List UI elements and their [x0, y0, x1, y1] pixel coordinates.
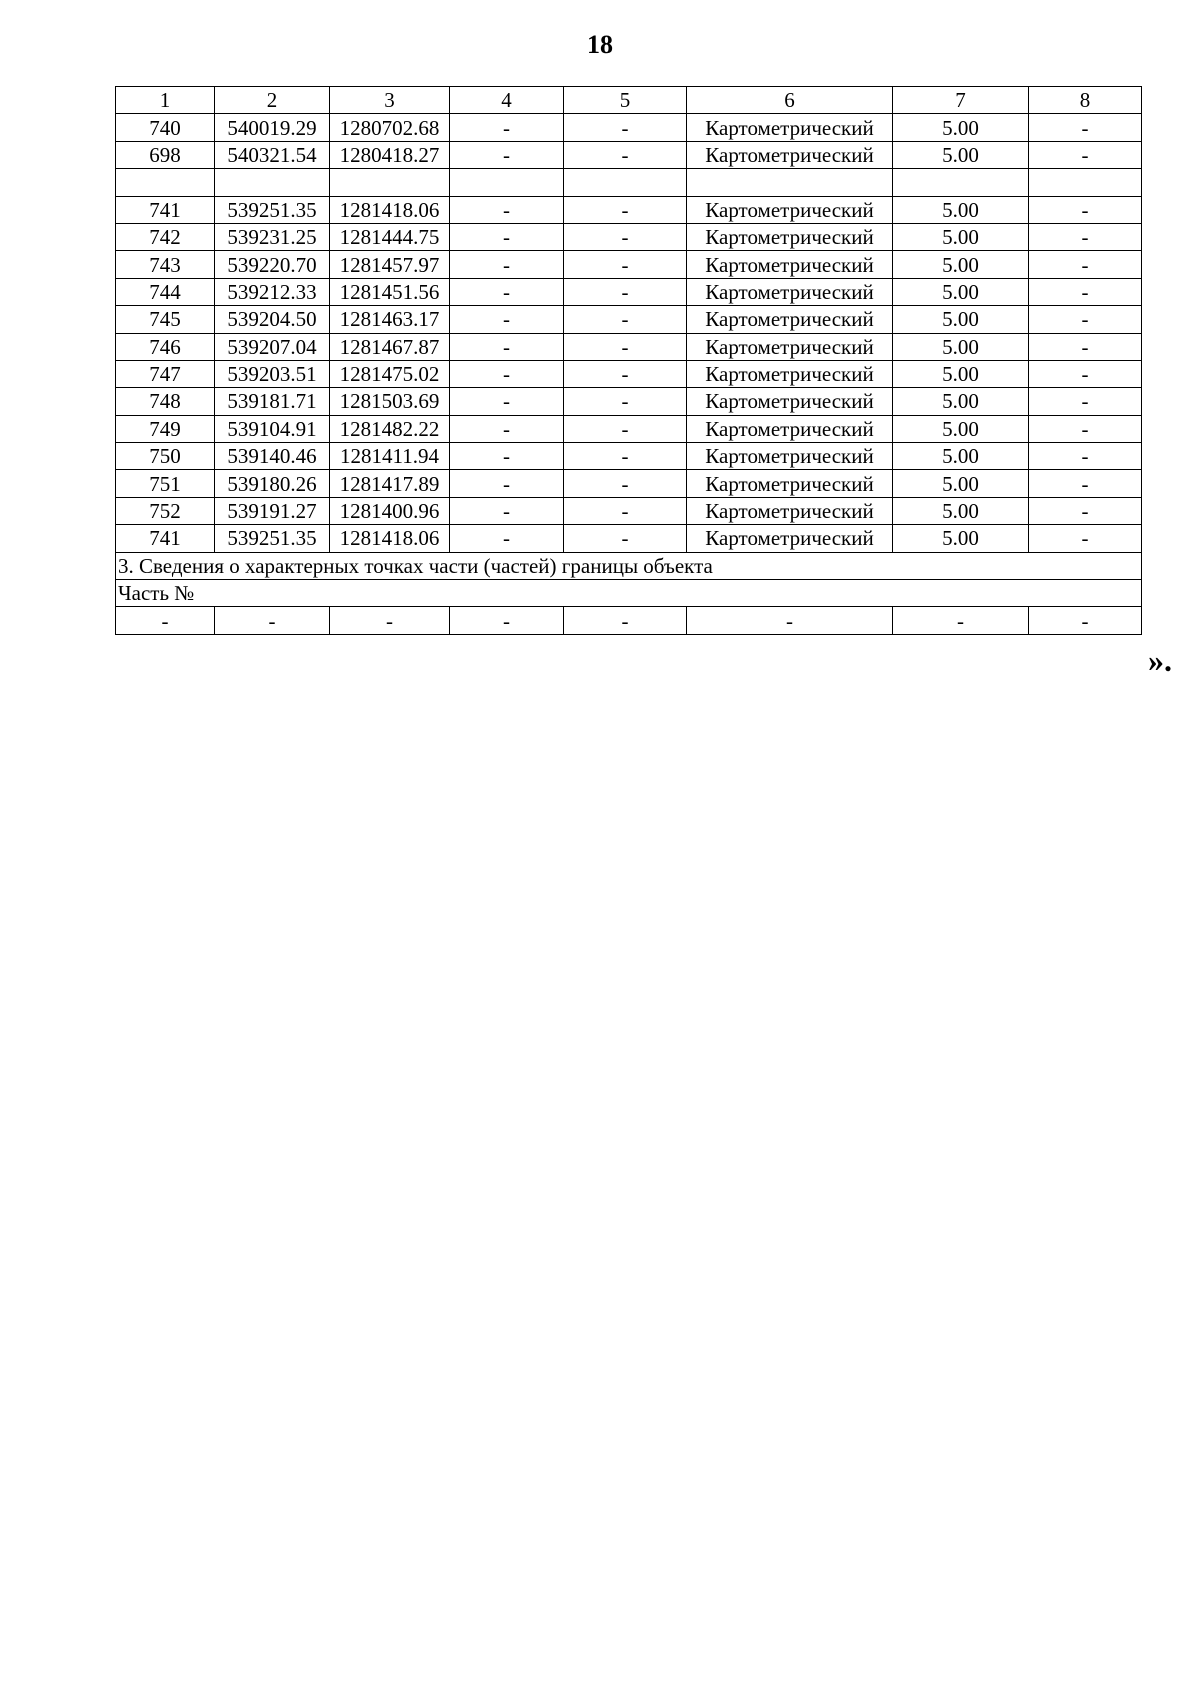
table-cell: 1281417.89 — [330, 470, 450, 497]
table-cell: 5.00 — [893, 278, 1029, 305]
table-cell: - — [1029, 470, 1142, 497]
table-cell: 1281451.56 — [330, 278, 450, 305]
table-cell — [687, 169, 893, 196]
table-cell: 1280418.27 — [330, 141, 450, 168]
table-cell: - — [116, 607, 215, 634]
table-cell: - — [1029, 114, 1142, 141]
closing-quote-mark: ». — [1148, 642, 1172, 678]
table-cell: - — [450, 443, 564, 470]
part-row — [116, 607, 1142, 634]
table-cell: Картометрический — [687, 333, 893, 360]
table-row — [116, 388, 1142, 415]
table-cell: - — [330, 607, 450, 634]
table-cell: - — [1029, 497, 1142, 524]
table-row — [116, 306, 1142, 333]
table-cell: - — [687, 607, 893, 634]
table-cell — [564, 169, 687, 196]
table-cell: 1281411.94 — [330, 443, 450, 470]
table-cell: 1281444.75 — [330, 223, 450, 250]
table-cell: 5.00 — [893, 497, 1029, 524]
table-cell: - — [450, 415, 564, 442]
table-cell: - — [1029, 388, 1142, 415]
table-cell — [116, 169, 215, 196]
table-cell: 1281418.06 — [330, 196, 450, 223]
table-cell: - — [1029, 525, 1142, 552]
table-cell: Картометрический — [687, 360, 893, 387]
table-cell: 539251.35 — [215, 525, 330, 552]
table-cell: - — [1029, 443, 1142, 470]
section-title-row — [116, 552, 1142, 579]
table-cell: Картометрический — [687, 415, 893, 442]
table-cell: - — [564, 497, 687, 524]
table-row — [116, 525, 1142, 552]
table-cell — [330, 169, 450, 196]
table-cell — [1029, 169, 1142, 196]
table-cell: - — [450, 360, 564, 387]
table-cell: 747 — [116, 360, 215, 387]
table-cell: 539140.46 — [215, 443, 330, 470]
table-row — [116, 443, 1142, 470]
table-cell: - — [564, 470, 687, 497]
table-cell: 5.00 — [893, 223, 1029, 250]
table-cell: - — [450, 223, 564, 250]
table-cell: 742 — [116, 223, 215, 250]
table-cell: Картометрический — [687, 114, 893, 141]
table-cell: 741 — [116, 525, 215, 552]
table-cell: 5.00 — [893, 360, 1029, 387]
table-cell: - — [1029, 360, 1142, 387]
table-cell: - — [564, 141, 687, 168]
table-cell: - — [450, 388, 564, 415]
table-cell: - — [1029, 141, 1142, 168]
table-cell: - — [564, 333, 687, 360]
table-cell: - — [564, 415, 687, 442]
table-cell: 5.00 — [893, 141, 1029, 168]
table-cell: 744 — [116, 278, 215, 305]
table-cell: - — [1029, 306, 1142, 333]
table-cell: 1281467.87 — [330, 333, 450, 360]
table-cell: 539191.27 — [215, 497, 330, 524]
table-cell: 5.00 — [893, 415, 1029, 442]
table-cell: 5.00 — [893, 306, 1029, 333]
table-cell: 539104.91 — [215, 415, 330, 442]
table-cell: 1281457.97 — [330, 251, 450, 278]
table-cell: 5.00 — [893, 196, 1029, 223]
table-cell: 5.00 — [893, 388, 1029, 415]
table-cell: 740 — [116, 114, 215, 141]
table-cell: 539207.04 — [215, 333, 330, 360]
table-row — [116, 360, 1142, 387]
table-cell: 540321.54 — [215, 141, 330, 168]
table-cell: 1281475.02 — [330, 360, 450, 387]
column-header: 5 — [564, 87, 687, 114]
table-cell: 751 — [116, 470, 215, 497]
table-cell: - — [564, 607, 687, 634]
table-cell: Картометрический — [687, 278, 893, 305]
table-cell: - — [564, 443, 687, 470]
column-header: 4 — [450, 87, 564, 114]
table-cell: - — [564, 196, 687, 223]
table-cell: Картометрический — [687, 141, 893, 168]
table-row — [116, 196, 1142, 223]
table-cell: 539181.71 — [215, 388, 330, 415]
table-row — [116, 333, 1142, 360]
table-row — [116, 223, 1142, 250]
table-cell: 5.00 — [893, 333, 1029, 360]
table-cell: 1281463.17 — [330, 306, 450, 333]
table-cell: 745 — [116, 306, 215, 333]
table-cell: Картометрический — [687, 470, 893, 497]
table-cell: - — [893, 607, 1029, 634]
table-cell: 539231.25 — [215, 223, 330, 250]
table-cell: Картометрический — [687, 497, 893, 524]
table-cell: - — [450, 251, 564, 278]
table-cell: 1281418.06 — [330, 525, 450, 552]
table-cell — [450, 169, 564, 196]
table-cell: 750 — [116, 443, 215, 470]
table-cell: 539203.51 — [215, 360, 330, 387]
table-cell: 5.00 — [893, 443, 1029, 470]
table-cell: - — [1029, 333, 1142, 360]
table-row — [116, 141, 1142, 168]
table-cell: - — [564, 306, 687, 333]
table-row — [116, 415, 1142, 442]
part-number-label: Часть № — [116, 580, 1142, 607]
column-header: 3 — [330, 87, 450, 114]
table-cell: Картометрический — [687, 196, 893, 223]
table-row — [116, 114, 1142, 141]
table-cell: 1280702.68 — [330, 114, 450, 141]
table-cell — [893, 169, 1029, 196]
table-cell: - — [564, 114, 687, 141]
table-cell: 752 — [116, 497, 215, 524]
column-header: 6 — [687, 87, 893, 114]
table-header-row — [116, 87, 1142, 114]
table-cell: - — [450, 497, 564, 524]
table-row — [116, 251, 1142, 278]
table-cell: - — [450, 306, 564, 333]
table-row — [116, 278, 1142, 305]
table-cell: 539180.26 — [215, 470, 330, 497]
table-cell: Картометрический — [687, 306, 893, 333]
table-cell: 748 — [116, 388, 215, 415]
table-cell: - — [1029, 607, 1142, 634]
table-cell: Картометрический — [687, 223, 893, 250]
table-cell: 1281400.96 — [330, 497, 450, 524]
column-header: 2 — [215, 87, 330, 114]
column-header: 7 — [893, 87, 1029, 114]
table-cell: - — [450, 196, 564, 223]
table-cell: - — [564, 525, 687, 552]
table-cell — [215, 169, 330, 196]
table-cell: Картометрический — [687, 251, 893, 278]
boundary-points-table — [115, 86, 1142, 635]
table-cell: 540019.29 — [215, 114, 330, 141]
table-cell: - — [450, 141, 564, 168]
table-cell: - — [564, 223, 687, 250]
table-cell: - — [450, 470, 564, 497]
table-cell: 749 — [116, 415, 215, 442]
table-cell: - — [450, 333, 564, 360]
table-cell: Картометрический — [687, 443, 893, 470]
table-cell: - — [1029, 415, 1142, 442]
table-cell: - — [215, 607, 330, 634]
column-header: 1 — [116, 87, 215, 114]
table-cell: 5.00 — [893, 470, 1029, 497]
table-cell: 1281503.69 — [330, 388, 450, 415]
table-cell: 539204.50 — [215, 306, 330, 333]
table-cell: - — [450, 525, 564, 552]
section-3-title: 3. Сведения о характерных точках части (частей) границы объекта — [116, 552, 1142, 579]
table-cell: - — [1029, 196, 1142, 223]
table-cell: 5.00 — [893, 251, 1029, 278]
table-cell: - — [450, 114, 564, 141]
table-cell: 539251.35 — [215, 196, 330, 223]
table-cell: - — [564, 278, 687, 305]
table-body — [116, 114, 1142, 552]
table-cell: - — [1029, 251, 1142, 278]
table-cell: Картометрический — [687, 388, 893, 415]
table-row — [116, 169, 1142, 196]
table-cell: - — [564, 388, 687, 415]
table-cell: 539220.70 — [215, 251, 330, 278]
table-cell: 5.00 — [893, 525, 1029, 552]
table-cell: 741 — [116, 196, 215, 223]
table-cell: 698 — [116, 141, 215, 168]
table-cell: 5.00 — [893, 114, 1029, 141]
table-cell: - — [564, 251, 687, 278]
table-cell: - — [1029, 223, 1142, 250]
table-cell: Картометрический — [687, 525, 893, 552]
table-cell: - — [450, 607, 564, 634]
table-cell: 743 — [116, 251, 215, 278]
table-row — [116, 497, 1142, 524]
column-header: 8 — [1029, 87, 1142, 114]
page-number: 18 — [587, 30, 613, 59]
table-cell: 539212.33 — [215, 278, 330, 305]
table-cell: - — [450, 278, 564, 305]
table-row — [116, 470, 1142, 497]
table-cell: 1281482.22 — [330, 415, 450, 442]
table-cell: - — [564, 360, 687, 387]
table-cell: - — [1029, 278, 1142, 305]
part-label-row — [116, 580, 1142, 607]
table-cell: 746 — [116, 333, 215, 360]
